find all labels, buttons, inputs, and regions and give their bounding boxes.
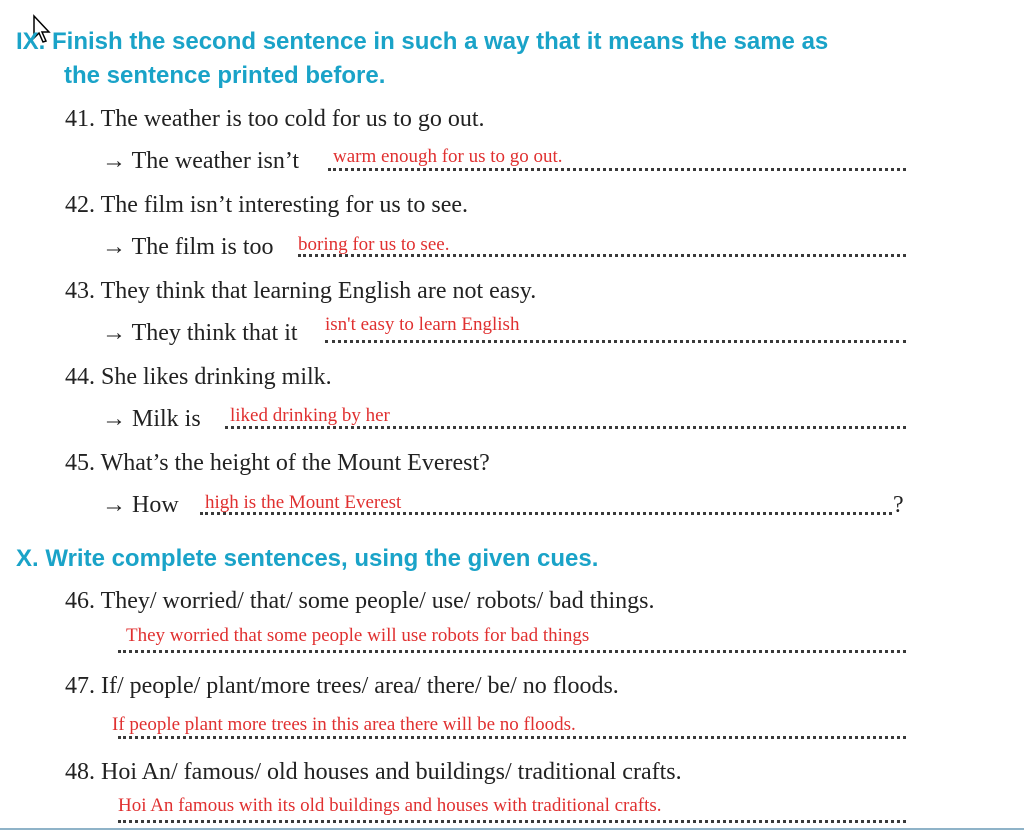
answer-43-handwriting: isn't easy to learn English — [325, 314, 520, 335]
answer-41-prefix: → The weather isn’t — [102, 148, 300, 174]
question-41: 41. The weather is too cold for us to go out. — [65, 106, 485, 132]
section-9-title-line1: IX. Finish the second sentence in such a way that it means the same as — [16, 28, 829, 55]
answer-46-line — [118, 650, 906, 653]
answer-41-handwriting: warm enough for us to go out. — [333, 146, 563, 167]
section-10-heading: X. Write complete sentences, using the given cues. — [16, 545, 599, 572]
answer-44-prefix: → Milk is — [102, 406, 201, 432]
section-9-title-line2: the sentence printed before. — [64, 62, 386, 89]
answer-45-handwriting: high is the Mount Everest — [205, 492, 402, 513]
answer-42-handwriting: boring for us to see. — [298, 234, 450, 255]
answer-45-prefix: → How — [102, 492, 179, 518]
question-44: 44. She likes drinking milk. — [65, 364, 332, 390]
answer-46-handwriting: They worried that some people will use robots for bad things — [126, 625, 590, 646]
section-9-heading — [16, 25, 828, 93]
answer-45-suffix: ? — [893, 492, 904, 518]
answer-42-prefix: → The film is too — [102, 234, 274, 260]
answer-44-handwriting: liked drinking by her — [230, 405, 390, 426]
question-42: 42. The film isn’t interesting for us to see. — [65, 192, 469, 218]
answer-47-handwriting: If people plant more trees in this area there will be no floods. — [112, 714, 576, 735]
question-47: 47. If/ people/ plant/more trees/ area/ there/ be/ no floods. — [65, 673, 619, 699]
answer-48-handwriting: Hoi An famous with its old buildings and houses with traditional crafts. — [118, 795, 662, 816]
question-46: 46. They/ worried/ that/ some people/ use/ robots/ bad things. — [65, 588, 655, 614]
answer-43-line — [325, 340, 906, 343]
question-48: 48. Hoi An/ famous/ old houses and buildings/ traditional crafts. — [65, 759, 682, 785]
answer-43-prefix: → They think that it — [102, 320, 298, 346]
answer-48-line — [118, 820, 906, 823]
question-45: 45. What’s the height of the Mount Everest? — [65, 450, 490, 476]
answer-41-line — [328, 168, 906, 171]
question-43: 43. They think that learning English are not easy. — [65, 278, 537, 304]
page-bottom-rule — [0, 828, 1024, 830]
answer-47-line — [118, 736, 906, 739]
